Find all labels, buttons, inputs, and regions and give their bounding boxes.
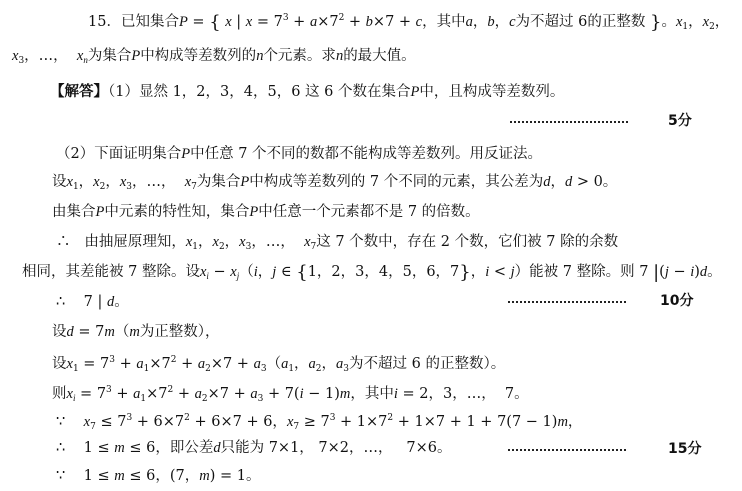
score-leader-2 [508,301,626,303]
problem-line-1-text: 15．已知集合P = { x | $x = 7^3 + a\times 7^2 + b\times 7 + c$，其中a，b，c为不超过 6的正整数 }。$x_1$，$x_2$， [88,12,730,33]
score-10: 10分 [660,293,694,309]
answer-step1 [50,82,564,102]
answer-step2-line11-text: ∴ 1 ≤ m ≤ 6，即公差d只能为 7×1， 7×2，…， 7×6。 [56,440,452,456]
problem-line-1 [88,8,729,37]
answer-step2-line10-text: ∵ $x_7 \le 7^3 + 6\times 7^2 + 6\times 7 + 6$，$x_7 \ge 7^3 + 1\times 7^2 + 1\times 7 + 1 + 7(7 - 1)m$， [56,413,583,432]
answer-step2-line2 [52,172,617,197]
answer-step2-line7 [52,322,220,342]
answer-step2-line3 [52,202,480,222]
answer-step2-line5-text: 相同，其差能被 7 整除。设$x_i - x_j(i$，j ∈ {1，2，3，4，5，6，7}，i < j）能被 7 整除。则 7 |(j − i)d。 [22,262,722,283]
answer-step2-intro-text: （2）下面证明集合P中任意 7 个不同的数都不能构成等差数列。用反证法。 [56,146,543,162]
answer-step2-line12-text: ∵ 1 ≤ m ≤ 6，(7，m) = 1。 [56,468,261,484]
answer-step2-line10 [56,408,582,437]
score-leader-3 [508,449,626,451]
answer-tag: 【解答】 [50,84,108,100]
answer-step2-intro [56,144,542,164]
answer-step2-line6 [56,292,129,312]
answer-step2-line12 [56,466,260,486]
answer-step2-line11 [56,438,451,458]
answer-step2-line4 [56,232,618,257]
answer-step2-line6-text: ∴ 7 | d。 [56,294,129,310]
score-5: 5分 [668,113,692,129]
answer-step2-line8-text: 设$x_1 = 7^3 + a_1\times 7^2 + a_2\times 7 + a_3(a_1$，$a_2$，$a_3$为不超过 6 的正整数）。 [52,355,506,374]
answer-step2-line9 [52,380,529,409]
score-leader-1 [510,121,628,123]
answer-step1-text: （1）显然 1，2，3，4，5，6 这 6 个数在集合P中，且构成等差数列。 [108,84,565,100]
answer-step2-line8 [52,350,505,379]
problem-line-2 [12,46,416,71]
answer-step2-line9-text: 则$x_i = 7^3 + a_1\times 7^2 + a_2\times 7 + a_3 + 7(i - 1)m$，其中i = 2，3，…， 7。 [52,385,529,404]
answer-step2-line4-text: ∴ 由抽屉原理知，$x_1$，$x_2$，$x_3$，…， $x_7$这 7 个数中，存在 2 个数，它们被 7 除的余数 [56,234,619,252]
answer-step2-line7-text: 设d = 7m（m为正整数）， [52,324,220,340]
answer-step2-line3-text: 由集合P中元素的特性知，集合P中任意一个元素都不是 7 的倍数。 [52,204,480,220]
answer-step2-line2-text: 设$x_1$，$x_2$，$x_3$，…， $x_7$为集合P中构成等差数列的 7 个不同的元素，其公差为d，d > 0。 [52,174,618,192]
score-15: 15分 [668,441,702,457]
problem-line-2-text: $x_3$，…， $x_n$为集合P中构成等差数列的n个元素。求n的最大值。 [12,48,416,66]
answer-step2-line5 [22,262,722,286]
